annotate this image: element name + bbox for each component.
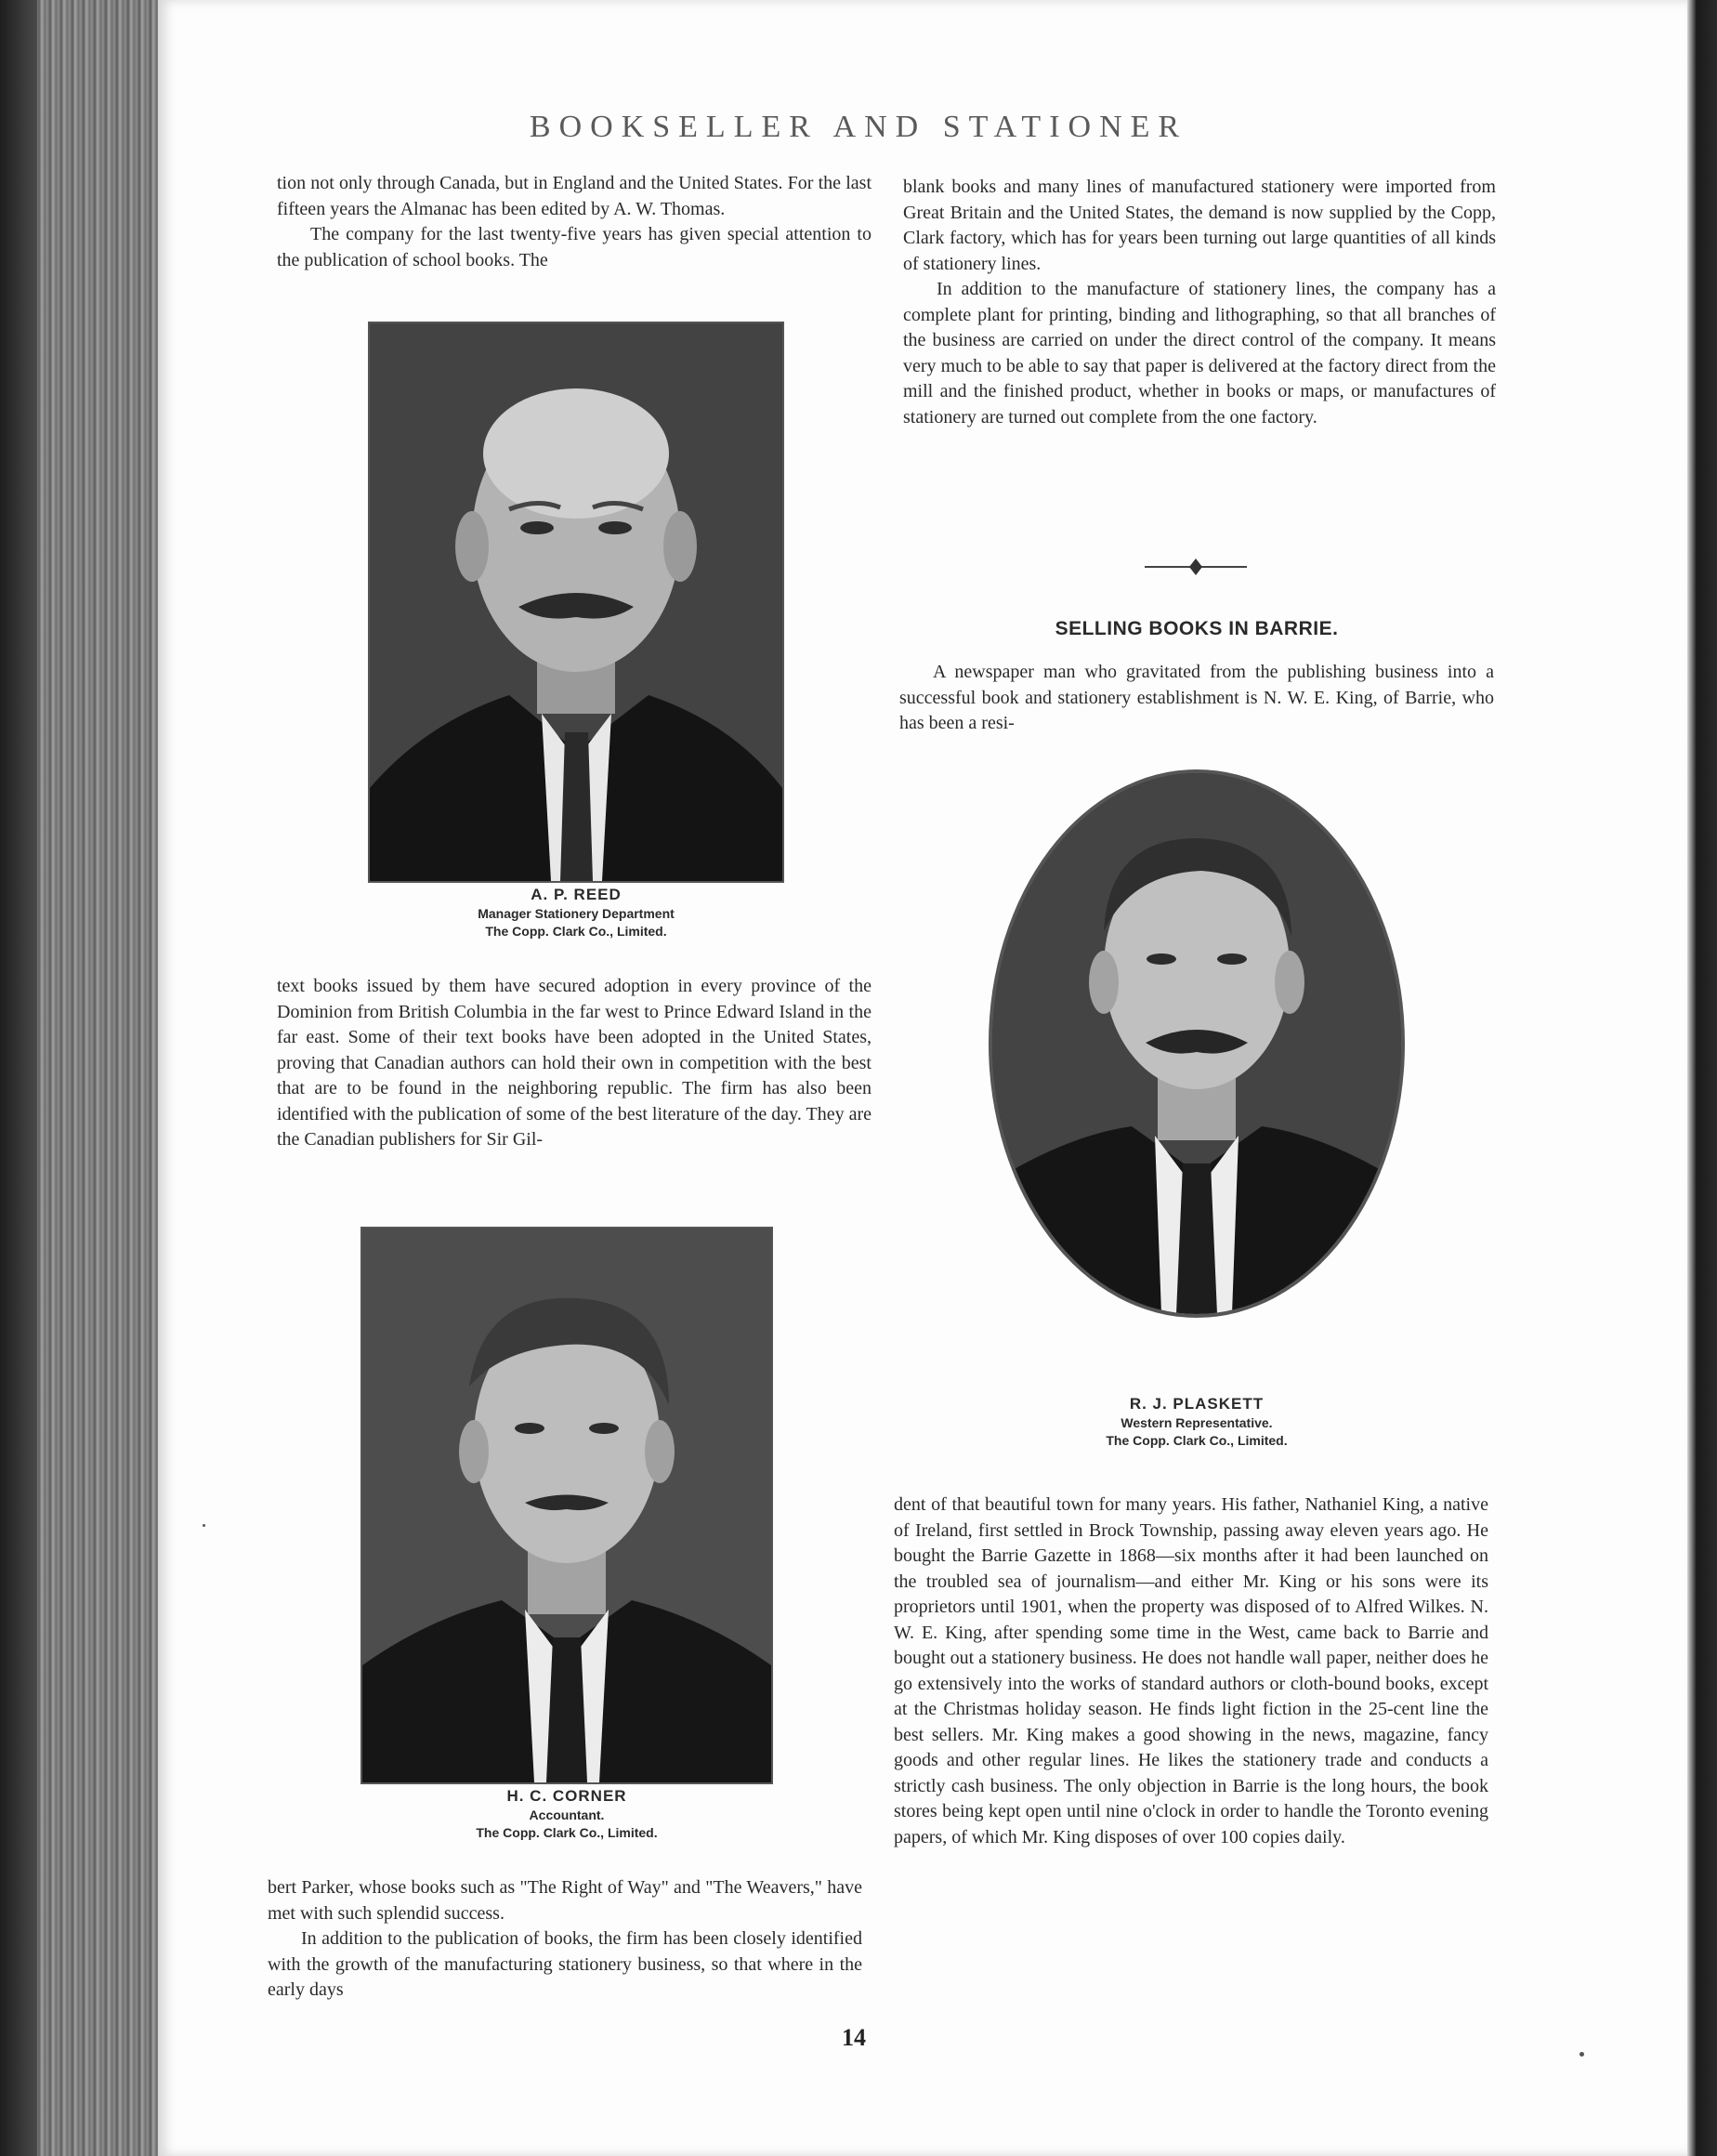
portrait-photo-corner [362,1229,771,1782]
caption-company: The Copp. Clark Co., Limited. [476,1825,658,1840]
page-number: 14 [842,2024,866,2051]
caption-name: R. J. PLASKETT [1129,1395,1265,1413]
caption-name: A. P. REED [531,886,622,903]
caption-title: Accountant. [529,1808,605,1822]
caption-title: Manager Stationery Department [478,906,675,921]
ornament-divider [1145,556,1247,578]
paragraph: In addition to the publication of books, the firm has been closely identified with the growth of the manufacturing stationery business, so that where in the early days [268,1928,862,2000]
caption-name: H. C. CORNER [506,1787,627,1805]
paragraph: bert Parker, whose books such as "The Right of Way" and "The Weavers," have met with such splendid success. [268,1877,862,1924]
photo-caption-corner [362,1786,771,1842]
scan-right-edge [1687,0,1717,2156]
paragraph: The company for the last twenty-five years has given special attention to the publication of school books. The [277,224,872,270]
caption-company: The Copp. Clark Co., Limited. [1106,1433,1288,1448]
left-column-bottom-text [268,1875,862,2004]
running-head: BOOKSELLER AND STATIONER [529,110,1188,144]
photo-caption-reed [370,885,782,940]
right-column-intro-text [899,660,1494,737]
photo-caption-plaskett [992,1394,1401,1450]
right-column-top-text [903,175,1496,430]
right-column-bottom-text [894,1492,1488,1850]
paragraph: tion not only through Canada, but in England and the United States. For the last fifteen years the Almanac has been edited by A. W. Thomas. [277,173,872,219]
caption-company: The Copp. Clark Co., Limited. [485,924,667,939]
scan-speck [203,1524,205,1527]
caption-title: Western Representative. [1121,1415,1273,1430]
paragraph: text books issued by them have secured adoption in every province of the Dominion from British Columbia in the far west to Prince Edward Island in the far east. Some of their text books have been adopted in the United States, proving that Canadian authors can hold their own in competition with the best that are to be found in the neighboring republic. The firm has also been identified with the publication of some of the best literature of the day. They are the Canadian publishers for Sir Gil- [277,976,872,1150]
portrait-photo-reed [370,323,782,881]
portrait-photo-plaskett [992,773,1401,1314]
left-column-middle-text [277,974,872,1153]
scan-speck [1579,2052,1584,2057]
paragraph: In addition to the manufacture of stationery lines, the company has a complete plant for printing, binding and lithographing, so that all branches of the business are carried on under the direct control of the company. It means very much to be able to say that paper is delivered at the factory direct from the mill and the finished product, whether in books or maps, or manufactures of stationery are turned out complete from the one factory. [903,279,1496,427]
paragraph: blank books and many lines of manufactured stationery were imported from Great Britain and the United States, the demand is now supplied by the Copp, Clark factory, which has for years been turning out large quantities of all kinds of stationery lines. [903,177,1496,274]
paragraph: A newspaper man who gravitated from the publishing business into a successful book and stationery establishment is N. W. E. King, of Barrie, who has been a resi- [899,662,1494,733]
section-heading: SELLING BOOKS IN BARRIE. [1055,618,1339,639]
left-column-top-text [277,171,872,273]
book-spine-shadow [0,0,37,2156]
paragraph: dent of that beautiful town for many years. His father, Nathaniel King, a native of Ireland, first settled in Brock Township, passing away eleven years ago. He bought the Barrie Gazette in 1868—six months after it had been launched on the troubled sea of journalism—and either Mr. King or his sons were its proprietors until 1901, when the property was disposed of to Alfred Wilkes. N. W. E. King, after spending some time in the West, came back to Barrie and bought out a stationery business. He does not handle wall paper, neither does he go extensively into the works of standard authors or cloth-bound books, except at the Christmas holiday season. He finds light fiction in the 25-cent line the best sellers. Mr. King makes a good showing in the news, magazine, fancy goods and other regular lines. He likes the stationery trade and conducts a strictly cash business. The only objection in Barrie is the long hours, the book stores being kept open until nine o'clock in order to handle the Toronto evening papers, of which Mr. King disposes of over 100 copies daily. [894,1494,1488,1847]
